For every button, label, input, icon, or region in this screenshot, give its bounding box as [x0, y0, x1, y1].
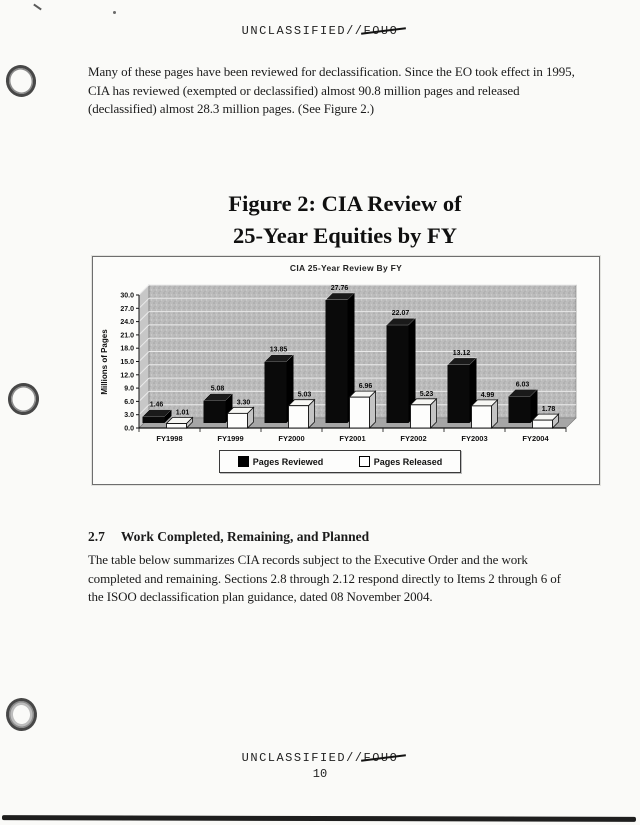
- classification-struck-fouo: FOUO: [363, 751, 399, 765]
- page-number: 10: [312, 767, 328, 781]
- classification-header: [0, 24, 640, 38]
- intro-paragraph: Many of these pages have been reviewed for declassification. Since the EO took effect in 1995, CIA has reviewed (exempted or declassified) almost 90.8 million pages and released (declassified) almost 28.3 million pages. (See Figure 2.): [88, 64, 575, 116]
- svg-text:1.01: 1.01: [175, 409, 190, 417]
- legend-marker-released-icon: [359, 456, 370, 467]
- classification-prefix: UNCLASSIFIED//: [241, 751, 364, 765]
- svg-text:15.0: 15.0: [120, 359, 134, 366]
- svg-text:13.85: 13.85: [269, 346, 288, 354]
- svg-text:FY2001: FY2001: [339, 434, 366, 443]
- svg-text:9.0: 9.0: [124, 385, 134, 393]
- legend-marker-reviewed-icon: [238, 456, 249, 467]
- svg-text:1.78: 1.78: [541, 406, 556, 414]
- classification-prefix: UNCLASSIFIED//: [241, 24, 364, 38]
- y-axis-label: Millions of Pages: [100, 329, 109, 395]
- svg-text:4.99: 4.99: [480, 391, 495, 399]
- svg-text:22.07: 22.07: [391, 310, 410, 318]
- svg-text:27.0: 27.0: [120, 305, 134, 313]
- svg-text:3.0: 3.0: [124, 412, 134, 420]
- svg-text:5.23: 5.23: [419, 390, 434, 398]
- svg-text:FY2002: FY2002: [400, 434, 427, 443]
- svg-text:27.76: 27.76: [330, 284, 349, 292]
- legend-label-released: Pages Released: [373, 456, 443, 467]
- scan-artifact: [113, 11, 116, 14]
- legend-entry-released: [359, 456, 443, 467]
- figure-2-chart: [92, 256, 600, 485]
- classification-struck-fouo: FOUO: [363, 24, 399, 38]
- svg-text:18.0: 18.0: [120, 345, 134, 353]
- scan-artifact: [33, 4, 42, 11]
- svg-text:6.03: 6.03: [515, 381, 530, 389]
- svg-text:5.03: 5.03: [297, 391, 312, 399]
- svg-text:21.0: 21.0: [120, 332, 134, 340]
- classification-footer: [0, 751, 640, 765]
- figure-title: [50, 188, 640, 252]
- svg-text:1.46: 1.46: [149, 401, 164, 409]
- legend-entry-reviewed: [238, 456, 324, 467]
- chart-legend: [219, 450, 461, 473]
- hole-punch-icon: [3, 62, 40, 100]
- hole-punch-icon: [5, 697, 39, 733]
- svg-text:13.12: 13.12: [452, 349, 471, 357]
- hole-punch-icon: [6, 381, 41, 417]
- figure-title-line1: Figure 2: CIA Review of: [228, 191, 462, 216]
- svg-text:FY1998: FY1998: [156, 434, 183, 443]
- svg-text:12.0: 12.0: [120, 372, 134, 380]
- scan-edge-line: [2, 815, 636, 822]
- section-body-paragraph: The table below summarizes CIA records subject to the Executive Order and the work completed and remaining. Sections 2.8 through 2.12 respond directly to Items 2 through 6 of the ISOO declassification plan guidance, dated 08 November 2004.: [88, 552, 561, 604]
- section-number: 2.7: [88, 529, 105, 544]
- svg-text:6.0: 6.0: [124, 398, 134, 406]
- svg-text:FY1999: FY1999: [217, 434, 244, 443]
- svg-text:FY2000: FY2000: [278, 434, 305, 443]
- section-title: Work Completed, Remaining, and Planned: [120, 529, 370, 544]
- legend-label-reviewed: Pages Reviewed: [252, 456, 324, 467]
- chart-title: CIA 25-Year Review By FY: [289, 263, 403, 273]
- svg-text:0.0: 0.0: [124, 425, 134, 433]
- svg-text:FY2003: FY2003: [461, 434, 488, 443]
- figure-title-line2: 25-Year Equities by FY: [233, 223, 457, 248]
- svg-text:FY2004: FY2004: [522, 434, 549, 443]
- svg-text:3.30: 3.30: [236, 399, 251, 407]
- svg-text:5.08: 5.08: [210, 385, 225, 393]
- section-heading: [88, 529, 369, 545]
- svg-text:24.0: 24.0: [120, 319, 134, 327]
- svg-text:6.96: 6.96: [358, 383, 373, 391]
- svg-text:30.0: 30.0: [120, 292, 134, 300]
